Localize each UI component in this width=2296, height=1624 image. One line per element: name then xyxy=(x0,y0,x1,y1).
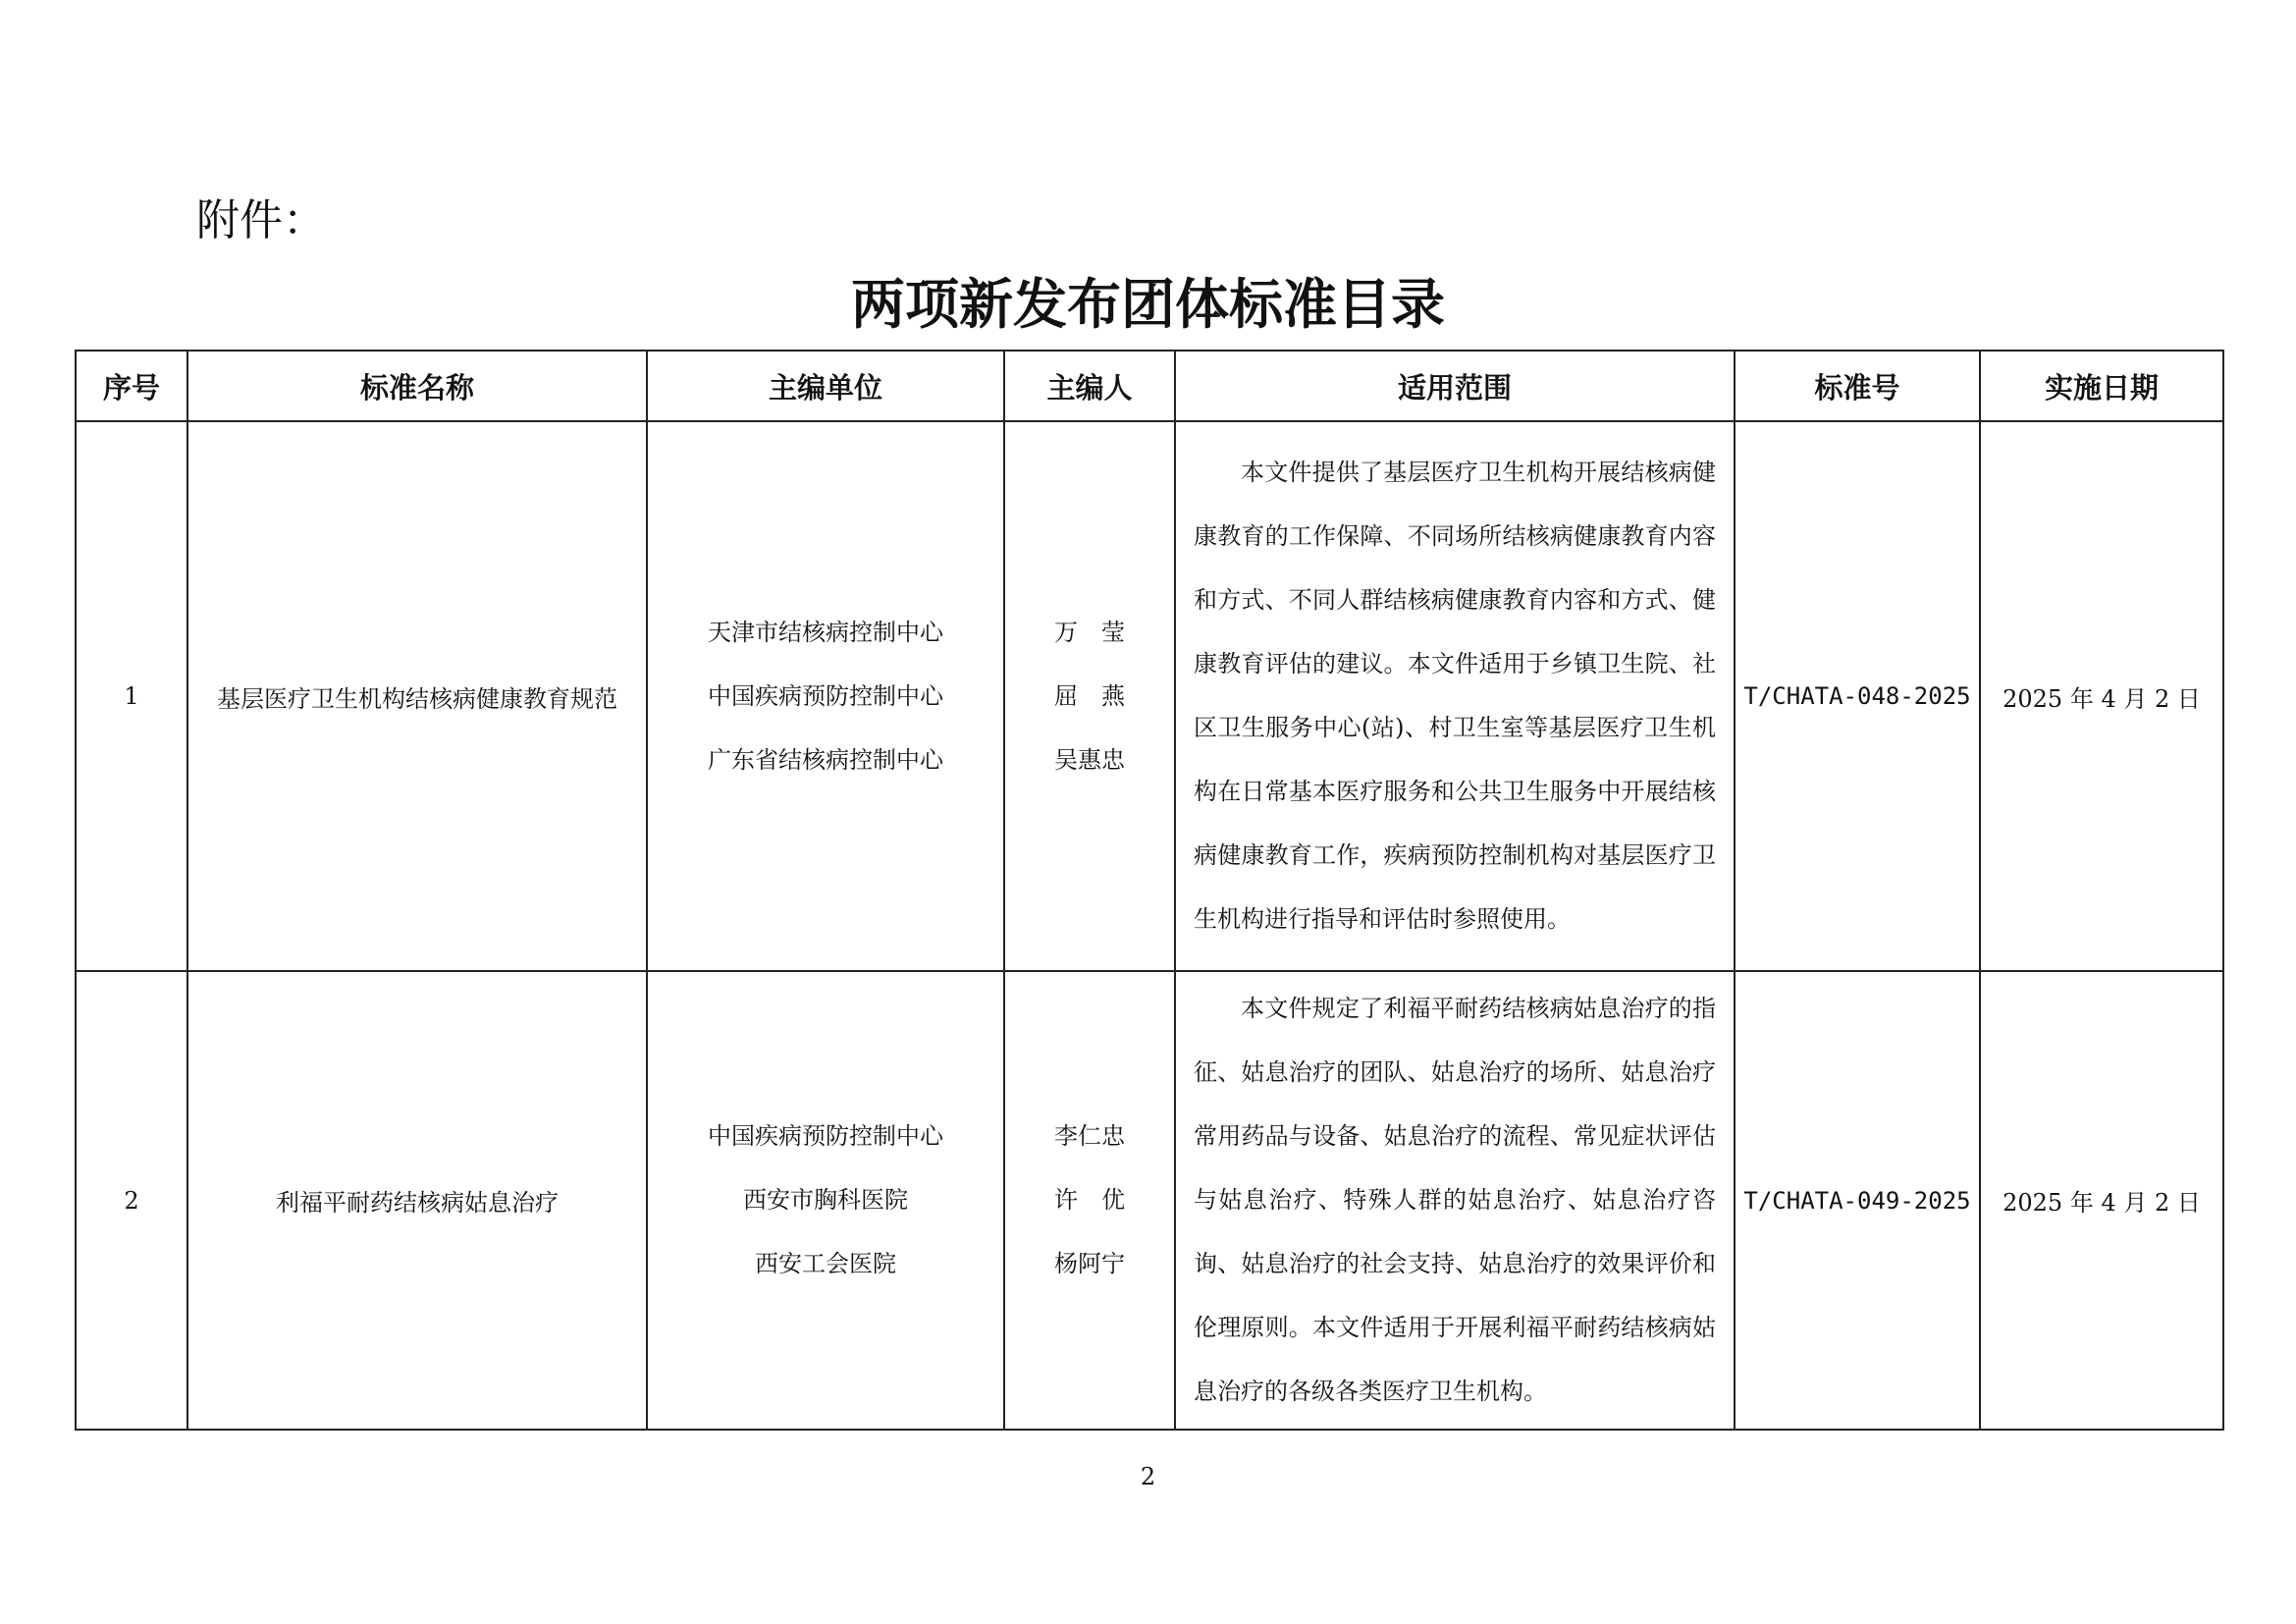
cell-units xyxy=(647,971,1004,1430)
cell-effective-date: 2025 年 4 月 2 日 xyxy=(1980,971,2223,1430)
scope-text: 本文件提供了基层医疗卫生机构开展结核病健康教育的工作保障、不同场所结核病健康教育内容和方式、不同人群结核病健康教育内容和方式、健康教育评估的建议。本文件适用于乡镇卫生院、社区卫生服务中心(站)、村卫生室等基层医疗卫生机构在日常基本医疗服务和公共卫生服务中开展结核病健康教育工作，疾病预防控制机构对基层医疗卫生机构进行指导和评估时参照使用。 xyxy=(1194,459,1716,933)
header-editors: 主编人 xyxy=(1004,351,1175,421)
editor-item: 许 优 xyxy=(1054,1186,1125,1214)
header-date: 实施日期 xyxy=(1980,351,2223,421)
cell-standard-number: T/CHATA-049-2025 xyxy=(1735,971,1980,1430)
scope-text: 本文件规定了利福平耐药结核病姑息治疗的指征、姑息治疗的团队、姑息治疗的场所、姑息治疗常用药品与设备、姑息治疗的流程、常见症状评估与姑息治疗、特殊人群的姑息治疗、姑息治疗咨询、姑息治疗的社会支持、姑息治疗的效果评价和伦理原则。本文件适用于开展利福平耐药结核病姑息治疗的各级各类医疗卫生机构。 xyxy=(1194,995,1716,1405)
header-std-no: 标准号 xyxy=(1735,351,1980,421)
editor-item: 吴惠忠 xyxy=(1054,745,1125,774)
cell-scope xyxy=(1175,421,1735,971)
table-row xyxy=(76,971,2223,1430)
page-number: 2 xyxy=(1140,1463,1156,1490)
cell-effective-date: 2025 年 4 月 2 日 xyxy=(1980,421,2223,971)
table-header-row xyxy=(76,351,2223,421)
standards-table xyxy=(75,350,2224,1431)
header-units: 主编单位 xyxy=(647,351,1004,421)
cell-standard-name: 基层医疗卫生机构结核病健康教育规范 xyxy=(187,421,647,971)
unit-item: 广东省结核病控制中心 xyxy=(708,745,943,774)
table-row xyxy=(76,421,2223,971)
unit-item: 西安工会医院 xyxy=(755,1250,896,1277)
cell-scope xyxy=(1175,971,1735,1430)
unit-item: 西安市胸科医院 xyxy=(743,1186,908,1214)
editor-item: 李仁忠 xyxy=(1054,1122,1125,1150)
cell-editors xyxy=(1004,421,1175,971)
cell-editors xyxy=(1004,971,1175,1430)
cell-seq: 2 xyxy=(76,971,187,1430)
editor-item: 万 莹 xyxy=(1054,618,1125,646)
cell-units xyxy=(647,421,1004,971)
header-seq: 序号 xyxy=(76,351,187,421)
cell-standard-number: T/CHATA-048-2025 xyxy=(1735,421,1980,971)
cell-standard-name: 利福平耐药结核病姑息治疗 xyxy=(187,971,647,1430)
document-title: 两项新发布团体标准目录 xyxy=(850,272,1445,336)
editor-item: 屈 燕 xyxy=(1054,681,1125,710)
cell-seq: 1 xyxy=(76,421,187,971)
unit-item: 中国疾病预防控制中心 xyxy=(708,681,943,710)
header-scope: 适用范围 xyxy=(1175,351,1735,421)
attachment-label: 附件： xyxy=(196,195,326,245)
header-name: 标准名称 xyxy=(187,351,647,421)
unit-item: 天津市结核病控制中心 xyxy=(708,618,943,646)
editor-item: 杨阿宁 xyxy=(1054,1250,1125,1277)
unit-item: 中国疾病预防控制中心 xyxy=(708,1122,943,1150)
